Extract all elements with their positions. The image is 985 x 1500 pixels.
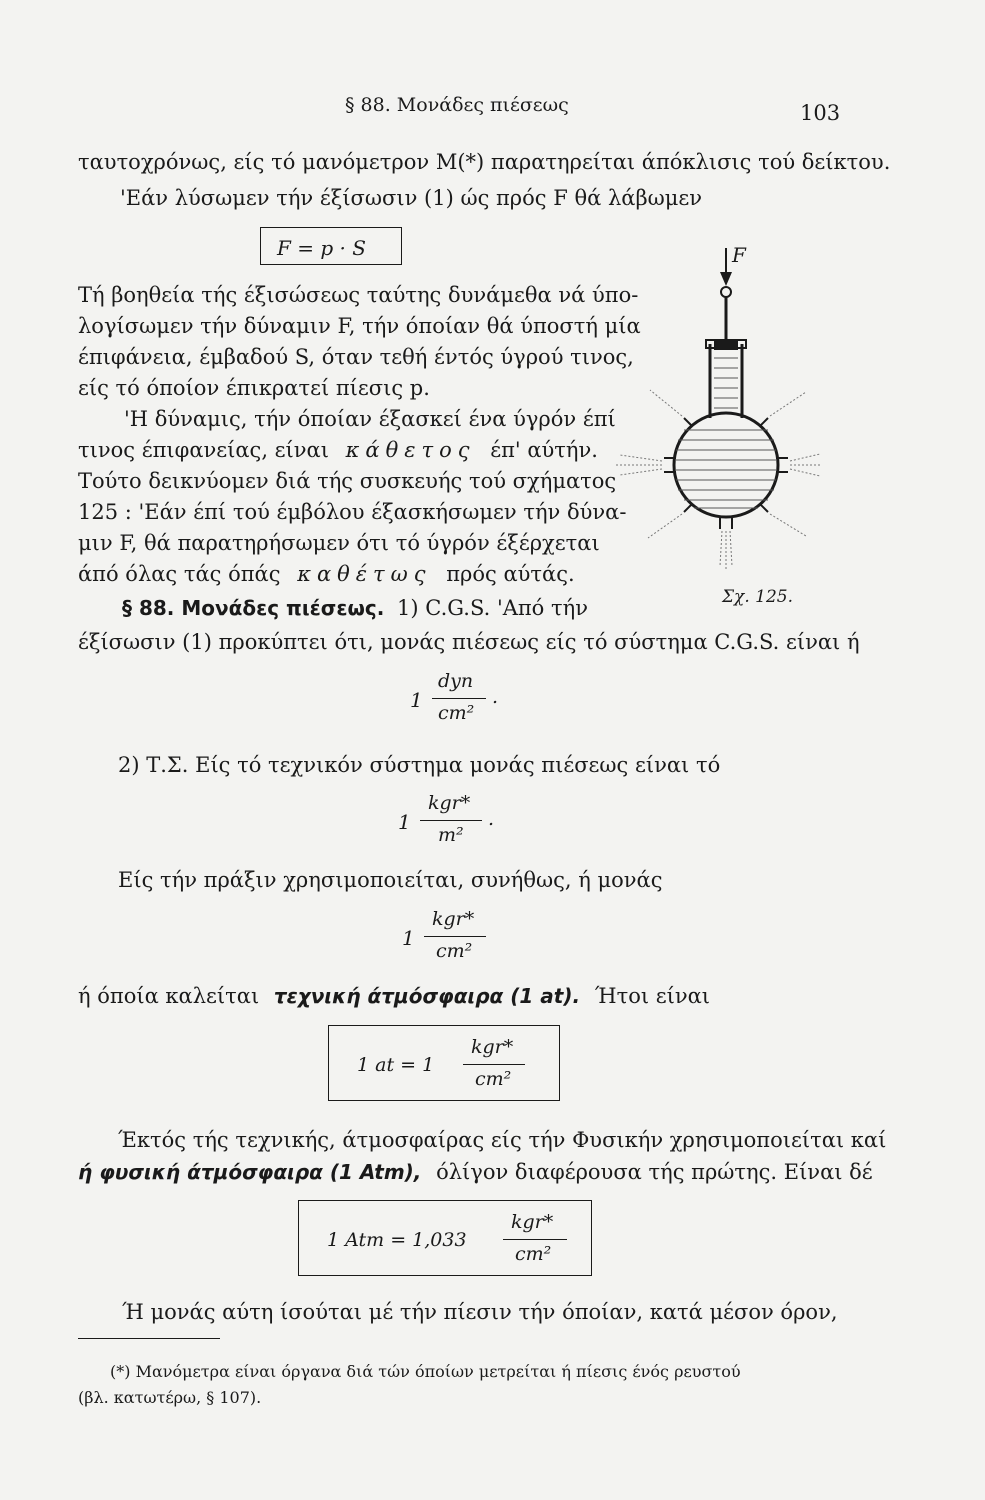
fraction-bar <box>424 936 486 937</box>
fraction-denominator: cm² <box>515 1243 552 1265</box>
spaced-word: κάθετος <box>345 438 476 462</box>
fraction-kgr-m2 <box>398 790 508 850</box>
formula-lhs: 1 Atm = 1,033 <box>327 1229 467 1251</box>
figure-125-apparatus <box>610 240 825 580</box>
text-line: 'Εάν λύσωμεν τήν έξίσωσιν (1) ώς πρός F θά λάβωμεν <box>120 186 703 210</box>
text-line: Τή βοηθεία τής έξισώσεως ταύτης δυνάμεθα νά ύπο- <box>78 283 639 307</box>
text-line: Τούτο δεικνύομεν διά τής συσκευής τού σχήματος <box>78 469 617 493</box>
formula-box-at <box>328 1025 560 1101</box>
fraction-bar <box>503 1239 567 1240</box>
formula-text: F = p · S <box>277 236 366 260</box>
text-fragment: ή όποία καλείται <box>78 984 260 1008</box>
figure-caption: Σχ. 125. <box>722 587 793 607</box>
text-line <box>78 986 710 1007</box>
text-line: έξίσωσιν (1) προκύπτει ότι, μονάς πιέσεως είς τό σύστημα C.G.S. είναι ή <box>78 630 860 654</box>
fraction-tail: . <box>488 808 495 830</box>
text-fragment: έπ' αύτήν. <box>490 438 598 462</box>
fraction-kgr-cm2 <box>402 906 512 966</box>
bold-term: ή φυσική άτμόσφαιρα (1 Atm), <box>78 1160 422 1184</box>
fraction-numerator: kgr* <box>428 792 471 814</box>
text-line: είς τό όποίον έπικρατεί πίεσις p. <box>78 376 430 400</box>
text-line: Ή μονάς αύτη ίσούται μέ τήν πίεσιν τήν όποίαν, κατά μέσον όρον, <box>122 1300 838 1324</box>
force-label: F <box>732 243 746 267</box>
text-fragment: 1) C.G.S. 'Από τήν <box>397 596 588 620</box>
fraction-dyn-cm2 <box>410 668 520 728</box>
spaced-word: καθέτως <box>297 562 432 586</box>
section-heading-line <box>122 598 588 619</box>
fraction-numerator: kgr* <box>432 908 475 930</box>
text-line: λογίσωμεν τήν δύναμιν F, τήν όποίαν θά ύποστή μία <box>78 314 641 338</box>
fraction-bar <box>420 820 482 821</box>
fraction-bar <box>463 1064 525 1065</box>
footnote-line: (*) Μανόμετρα είναι όργανα διά τών όποίων μετρείται ή πίεσις ένός ρευστού <box>110 1362 741 1381</box>
text-line: 'Η δύναμις, τήν όποίαν έξασκεί ένα ύγρόν έπί <box>124 407 616 431</box>
fraction-denominator: cm² <box>475 1068 512 1090</box>
fraction-denominator: m² <box>438 824 464 846</box>
formula-box-atm <box>298 1200 592 1276</box>
text-line: έπιφάνεια, έμβαδού S, όταν τεθή έντός ύγρού τινος, <box>78 345 634 369</box>
footnote-rule <box>78 1338 220 1339</box>
bold-term: τεχνική άτμόσφαιρα (1 at). <box>273 984 581 1008</box>
fraction-tail: . <box>492 686 499 708</box>
text-fragment: Ήτοι είναι <box>594 984 711 1008</box>
formula-box <box>260 227 402 265</box>
text-fragment: τινος έπιφανείας, είναι <box>78 438 329 462</box>
text-line: μιν F, θά παρατηρήσωμεν ότι τό ύγρόν έξέρχεται <box>78 531 600 555</box>
text-line <box>78 1162 873 1183</box>
text-fragment: άπό όλας τάς όπάς <box>78 562 281 586</box>
footnote-line: (βλ. κατωτέρω, § 107). <box>78 1388 262 1407</box>
running-header: § 88. Μονάδες πιέσεως <box>345 94 569 116</box>
text-fragment: όλίγον διαφέρουσα τής πρώτης. Είναι δέ <box>436 1160 873 1184</box>
text-line: ταυτοχρόνως, είς τό μανόμετρον M(*) παρατηρείται άπόκλισις τού δείκτου. <box>78 150 891 174</box>
fraction-numerator: dyn <box>438 670 474 692</box>
fraction-denominator: cm² <box>438 702 475 724</box>
text-fragment: πρός αύτάς. <box>446 562 575 586</box>
text-line: Έκτός τής τεχνικής, άτμοσφαίρας είς τήν Φυσικήν χρησιμοποιείται καί <box>118 1128 887 1152</box>
fraction-numerator: kgr* <box>511 1211 554 1233</box>
text-line <box>78 564 575 585</box>
fraction-coefficient: 1 <box>410 688 423 712</box>
text-line <box>78 440 598 461</box>
text-line: 2) Τ.Σ. Είς τό τεχνικόν σύστημα μονάς πιέσεως είναι τό <box>118 753 721 777</box>
text-line: 125 : 'Εάν έπί τού έμβόλου έξασκήσωμεν τήν δύνα- <box>78 500 627 524</box>
text-line: Είς τήν πράξιν χρησιμοποιείται, συνήθως, ή μονάς <box>118 868 663 892</box>
formula-lhs: 1 at = 1 <box>357 1054 435 1076</box>
fraction-numerator: kgr* <box>471 1036 514 1058</box>
fraction-coefficient: 1 <box>402 926 415 950</box>
fraction-bar <box>432 698 486 699</box>
fraction-denominator: cm² <box>436 940 473 962</box>
fraction-coefficient: 1 <box>398 810 411 834</box>
section-heading: § 88. Μονάδες πιέσεως. <box>122 596 385 620</box>
page-number: 103 <box>800 101 841 125</box>
